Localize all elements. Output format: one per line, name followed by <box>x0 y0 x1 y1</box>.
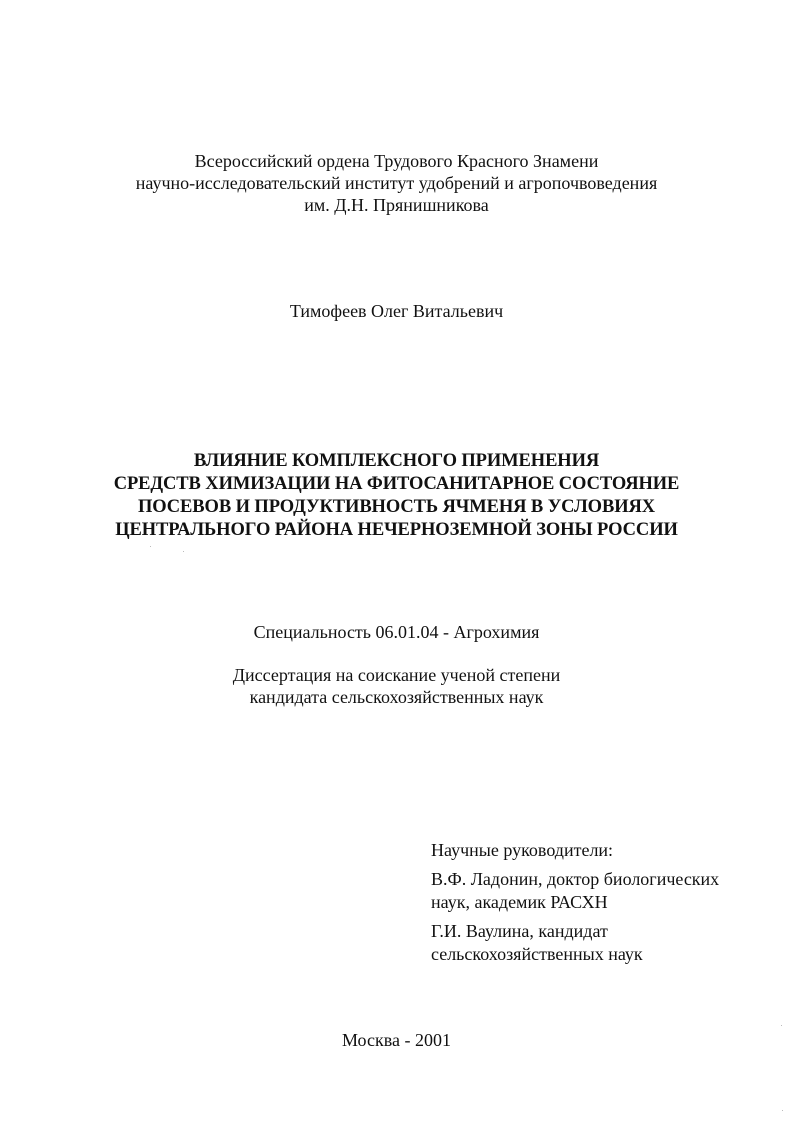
title-line-3: ПОСЕВОВ И ПРОДУКТИВНОСТЬ ЯЧМЕНЯ В УСЛОВИЯХ <box>137 497 656 517</box>
author-name <box>0 300 793 322</box>
degree-line-1: Диссертация на соискание ученой степени <box>232 665 561 685</box>
degree-statement <box>0 664 793 708</box>
author-name-text: Тимофеев Олег Витальевич <box>289 301 504 321</box>
scan-speck <box>150 546 151 547</box>
scan-speck <box>781 1025 782 1026</box>
title-line-4: ЦЕНТРАЛЬНОГО РАЙОНА НЕЧЕРНОЗЕМНОЙ ЗОНЫ РОССИИ <box>115 520 678 540</box>
supervisor-1-line-2: наук, академик РАСХН <box>431 892 608 912</box>
supervisor-2 <box>431 920 771 966</box>
dissertation-title <box>0 450 793 542</box>
city-year-text: Москва - 2001 <box>342 1030 451 1050</box>
specialty-text: Специальность 06.01.04 - Агрохимия <box>253 622 540 642</box>
supervisors <box>431 839 771 972</box>
supervisors-heading: Научные руководители: <box>431 840 614 860</box>
supervisor-1-line-1: В.Ф. Ладонин, доктор биологических <box>431 869 720 889</box>
institution-line-1: Всероссийский ордена Трудового Красного Знамени <box>194 151 599 171</box>
city-year <box>0 1029 793 1051</box>
degree-line-2: кандидата сельскохозяйственных наук <box>249 687 544 707</box>
scan-speck <box>183 551 184 552</box>
title-line-1: ВЛИЯНИЕ КОМПЛЕКСНОГО ПРИМЕНЕНИЯ <box>193 451 600 471</box>
supervisor-2-line-2: сельскохозяйственных наук <box>431 944 643 964</box>
scan-speck <box>782 1110 783 1111</box>
specialty <box>0 621 793 643</box>
supervisor-2-line-1: Г.И. Ваулина, кандидат <box>431 921 608 941</box>
title-line-2: СРЕДСТВ ХИМИЗАЦИИ НА ФИТОСАНИТАРНОЕ СОСТОЯНИЕ <box>113 474 680 494</box>
institution-line-3: им. Д.Н. Прянишникова <box>304 195 489 215</box>
institution-name <box>0 150 793 216</box>
institution-line-2: научно-исследовательский институт удобрений и агропочвоведения <box>135 173 658 193</box>
supervisor-1 <box>431 868 771 914</box>
